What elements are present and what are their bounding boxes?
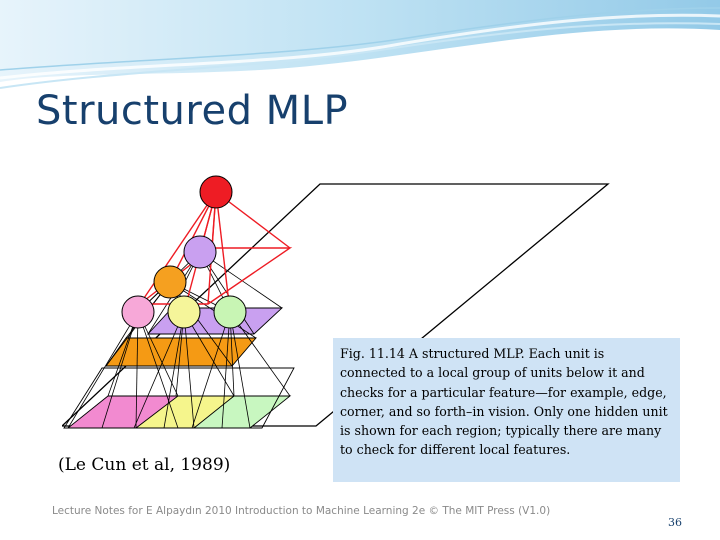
- hidden-unit-orange: [154, 266, 186, 298]
- header-wave-decoration: [0, 0, 720, 95]
- hidden-unit-yellow: [168, 296, 200, 328]
- slide-title: Structured MLP: [36, 88, 349, 134]
- figure-caption: Fig. 11.14 A structured MLP. Each unit is connected to a local group of units below it and checks for a particular feature—for example, edge, corner, and so forth–in vision. Only one hidden unit is shown for each region; typically there are many to check for different local features.: [340, 346, 668, 458]
- output-unit-red: [200, 176, 232, 208]
- figure-caption-box: [333, 338, 680, 482]
- hidden-unit-green: [214, 296, 246, 328]
- page-number: 36: [668, 516, 682, 529]
- hidden-unit-violet: [184, 236, 216, 268]
- footer-credit: Lecture Notes for E Alpaydın 2010 Introduction to Machine Learning 2e © The MIT Press (V1.0): [52, 505, 551, 517]
- hidden-unit-pink: [122, 296, 154, 328]
- citation: (Le Cun et al, 1989): [58, 455, 231, 475]
